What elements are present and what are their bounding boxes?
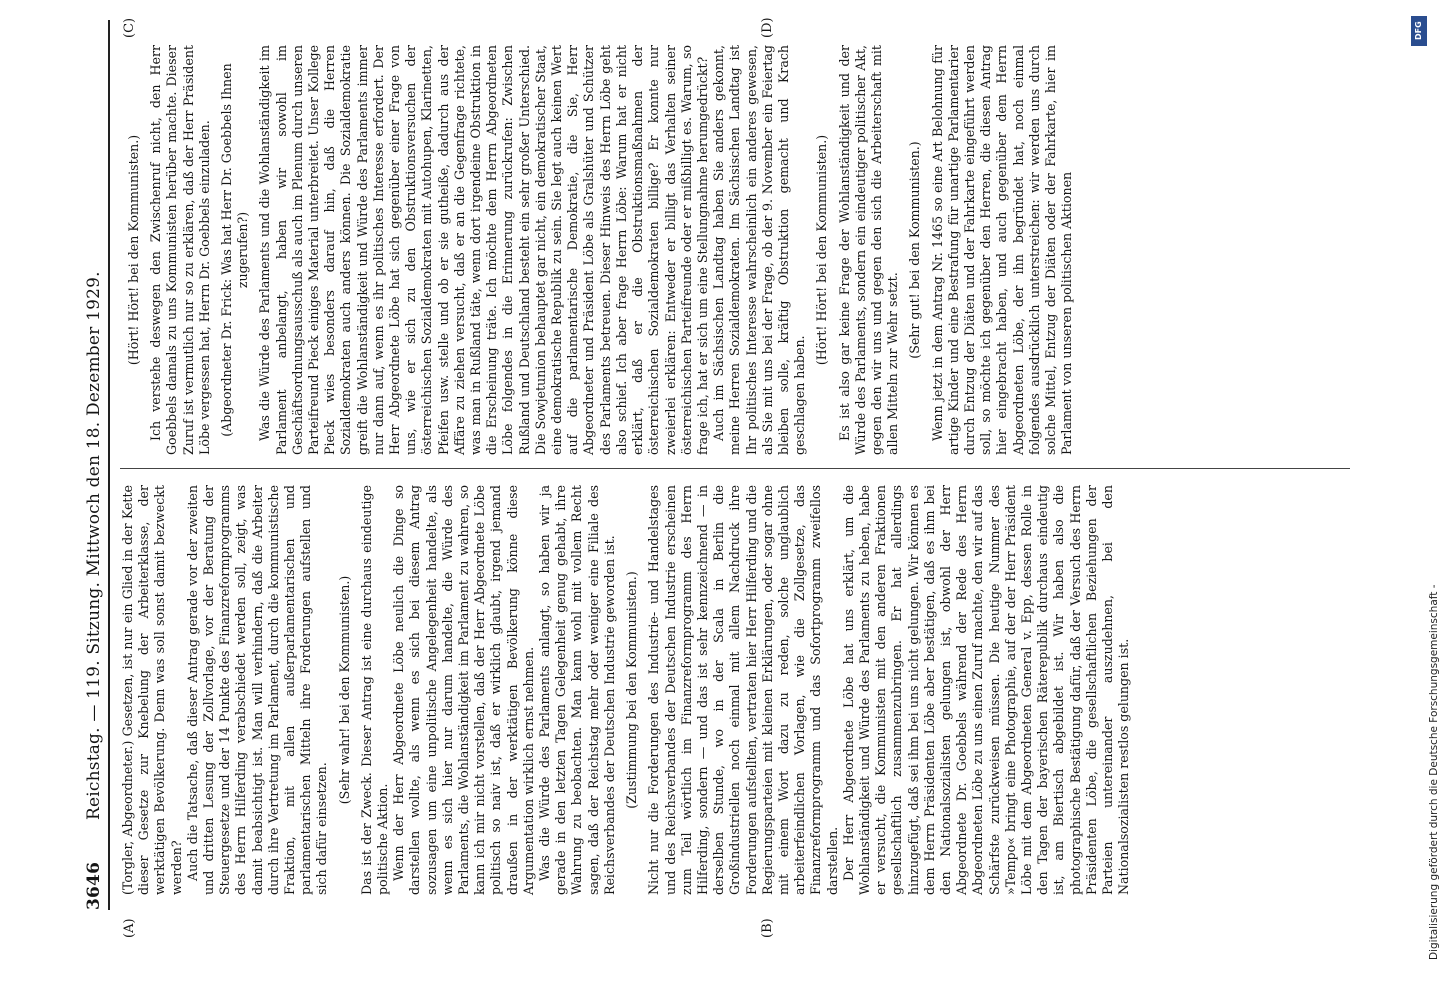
interjection: (Hört! Hört! bei den Kommunisten.) (814, 134, 830, 366)
margin-mark-d: (D) (760, 17, 775, 38)
page-header (78, 20, 112, 910)
interjection: (Sehr wahr! bei den Kommunisten.) (336, 575, 352, 805)
paragraph: Wenn der Herr Abgeordnete Löbe neulich die Dinge so darstellen wollte, als wenn es sich bei diesem Antrag sozusagen um eine unpolitische Angelegenheit handelte, als wenn es sich hier nur darum handelte, die Würde des Parlaments, die Wohlanständigkeit im Parlament zu wahren, so kann ich mir nicht vorstellen, daß der Herr Abgeordnete Löbe politisch so naiv ist, daß er wirklich glaubt, irgend jemand draußen in der werktätigen Bevölkerung könne diese Argumentation wirklich ernst nehmen. (391, 485, 536, 895)
digitization-note (1410, 10, 1440, 990)
interjection: (Zustimmung bei den Kommunisten.) (624, 571, 640, 809)
paragraph: (Torgler, Abgeordneter.) Gesetzen, ist nur ein Glied in der Kette dieser Gesetze zur Knebelung der Arbeiterklasse, der werktätigen Bevölkerung. Denn was soll sonst damit bezweckt werden? (120, 485, 184, 895)
page-title: Reichstag. — 119. Sitzung. Mittwoch den 18. Dezember 1929. (84, 271, 104, 820)
paragraph: Was die Würde des Parlaments und die Wohlanständigkeit im Parlament anbelangt, haben wir sowohl im Geschäftsordnungsausschuß als auch im Plenum durch unseren Parteifreund Pieck einiges Material unterbreitet. Unser Kollege Pieck wies besonders darauf hin, daß die Herren Sozialdemokraten auch anders können. Die Sozialdemokratie greift die Wohlanständigkeit und Würde des Parlaments immer nur dann auf, wenn es ihr politisches Interesse erfordert. Der Herr Abgeordnete Löbe hat sich gegenüber einer Frage von uns, wie er sich zu den Obstruktionsversuchen der österreichischen Sozialdemokraten mit Autohupen, Klarinetten, Pfeifen usw. stelle und ob er sie gutheiße, dadurch aus der Affäre zu ziehen versucht, daß er an die Gegenfrage richtete, was man in Rußland täte, wenn dort irgendeine Obstruktion in die Erscheinung träte. Ich möchte dem Herrn Abgeordneten Löbe folgendes in die Erinnerung zurückrufen: Zwischen Rußland und Deutschland besteht ein sehr großer Unterschied. Die Sowjetunion behauptet gar nicht, ein demokratischer Staat, eine demokratische Republik zu sein. Sie legt auch keinen Wert auf die parlamentarische Demokratie, die Sie, Herr Abgeordneter und Präsident Löbe als Gralshüter und Schützer des Parlaments betreuen. Dieser Hinweis des Herrn Löbe geht also schief. Ich aber frage Herrn Löbe: Warum hat er nicht erklärt, daß er die Obstruktionsmaßnahmen der österreichischen Sozialdemokraten billige? Er konnte nur zweierlei erklären: Entweder er billigt das Verhalten seiner österreichischen Parteifreunde oder er mißbilligt es. Warum, so frage ich, hat er sich um eine Stellungnahme herumgedrückt? (257, 45, 710, 455)
paragraph: Das ist der Zweck. Dieser Antrag ist eine durchaus eindeutige politische Aktion. (358, 485, 391, 895)
paragraph: Ich verstehe deswegen den Zwischenruf nicht, den Herr Goebbels damals zu uns Kommunisten herüber machte. Dieser Zuruf ist vermutlich nur so zu erklären, daß der Herr Präsident Löbe vergessen hat, Herrn Dr. Goebbels einzuladen. (148, 45, 212, 455)
interjection: (Abgeordneter Dr. Frick: Was hat Herr Dr. Goebbels Ihnen zugerufen?) (219, 63, 251, 437)
header-rule (108, 20, 110, 910)
page-number: 3646 (84, 861, 104, 910)
interjection: (Sehr gut! bei den Kommunisten.) (907, 141, 923, 359)
paragraph: Wenn jetzt in dem Antrag Nr. 1465 so eine Art Belohnung für artige Kinder und eine Bestrafung für unartige Parlamentarier durch Entzug der Diäten und der Fahrkarte eingeführt werden soll, so möchte ich gegenüber den Herren, die diesen Antrag hier eingebracht haben, und auch gegenüber dem Herrn Abgeordneten Löbe, der ihn begründet hat, noch einmal folgendes ausdrücklich unterstreichen: wir werden uns durch solche Mittel, Entzug der Diäten oder der Fahrkarte, hier im Parlament von unseren politischen Aktionen (929, 45, 1075, 455)
paragraph: Der Herr Abgeordnete Löbe hat uns erklärt, um die Wohlanständigkeit und Würde des Parlaments zu heben, habe er versucht, die Kommunisten mit den anderen Fraktionen gesellschaftlich zusammenzubringen. Er hat allerdings hinzugefügt, daß sei ihm bei uns nicht gelungen. Wir können es dem Herrn Präsidenten Löbe aber bestätigen, daß es ihm bei den Nationalsozialisten gelungen ist, obwohl der Herr Abgeordnete Dr. Goebbels während der Rede des Herrn Abgeordneten Löbe zu uns einen Zuruf machte, den wir auf das Schärfste zurückweisen müssen. Die heutige Nummer des »Tempo« bringt eine Photographie, auf der der Herr Präsident Löbe mit dem Abgeordneten General v. Epp, dessen Rolle in den Tagen der bayerischen Räterepublik durchaus eindeutig ist, am Biertisch abgebildet ist. Wir haben also die photographische Bestätigung dafür, daß der Versuch des Herrn Präsidenten Löbe, die gesellschaftlichen Beziehungen der Parteien untereinander auszudehnen, bei den Nationalsozialisten restlos gelungen ist. (840, 485, 1132, 895)
margin-mark-c: (C) (122, 17, 137, 38)
interjection: (Hört! Hört! bei den Kommunisten.) (126, 134, 141, 366)
digitization-note-text: Digitalisierung gefördert durch die Deutsche Forschungsgemeinschaft - (1428, 584, 1440, 960)
paragraph: Es ist also gar keine Frage der Wohlanständigkeit und der Würde des Parlaments, sondern ein eindeutiger politischer Akt, gegen den wir uns und gegen den sich die Arbeiterschaft mit allen Mitteln zur Wehr setzt. (836, 45, 901, 455)
margin-mark-b: (B) (760, 918, 775, 938)
column-divider (120, 468, 1350, 469)
paragraph: Nicht nur die Forderungen des Industrie- und Handelstages und des Reichsverbandes der Deutschen Industrie erscheinen zum Teil wörtlich im Finanzreformprogramm des Herrn Hilferding, sondern — und das ist sehr kennzeichnend — in derselben Stunde, wo in der Scala in Berlin die Großindustriellen noch einmal mit allem Nachdruck ihre Forderungen aufstellten, vertraten hier Herr Hilferding und die Regierungsparteien mit kleinen Erklärungen, oder sogar ohne mit einem Wort dazu zu reden, solche unglaublich arbeiterfeindlichen Vorlagen, wie die Zollgesetze, das Finanzreformprogramm und das Sofortprogramm zweifellos darstellen. (646, 485, 840, 895)
paragraph: Auch die Tatsache, daß dieser Antrag gerade vor der zweiten und dritten Lesung der Zollvorlage, vor der Beratung der Steuergesetze und der 14 Punkte des Finanzreformprogramms des Herrn Hilferding verabschiedet werden soll, zeigt, was damit beabsichtigt ist. Man will verhindern, daß die Arbeiter durch ihre Vertretung im Parlament, durch die kommunistische Fraktion, mit allen außerparlamentarischen und parlamentarischen Mitteln ihre Forderungen aufstellen und sich dafür einsetzen. (184, 485, 330, 895)
paragraph: Auch im Sächsischen Landtag haben Sie anders gekonnt, meine Herren Sozialdemokraten. Im Sächsischen Landtag ist Ihr politisches Interesse wahrscheinlich ein anderes gewesen, als Sie mit uns bei der Frage, ob der 9. November ein Feiertag bleiben solle, kräftig Obstruktion gemacht und Krach geschlagen haben. (711, 45, 808, 455)
dfg-logo: DFG (1411, 16, 1427, 46)
right-text-column (120, 45, 1075, 455)
margin-mark-a: (A) (122, 918, 137, 938)
left-text-column (120, 485, 1132, 895)
paragraph: Was die Würde des Parlaments anlangt, so haben wir ja gerade in den letzten Tagen Gelegenheit genug gehabt, ihre Wahrung zu beobachten. Man kann wohl mit vollem Recht sagen, daß der Reichstag mehr oder weniger eine Filiale des Reichsverbandes der Deutschen Industrie geworden ist. (537, 485, 617, 895)
